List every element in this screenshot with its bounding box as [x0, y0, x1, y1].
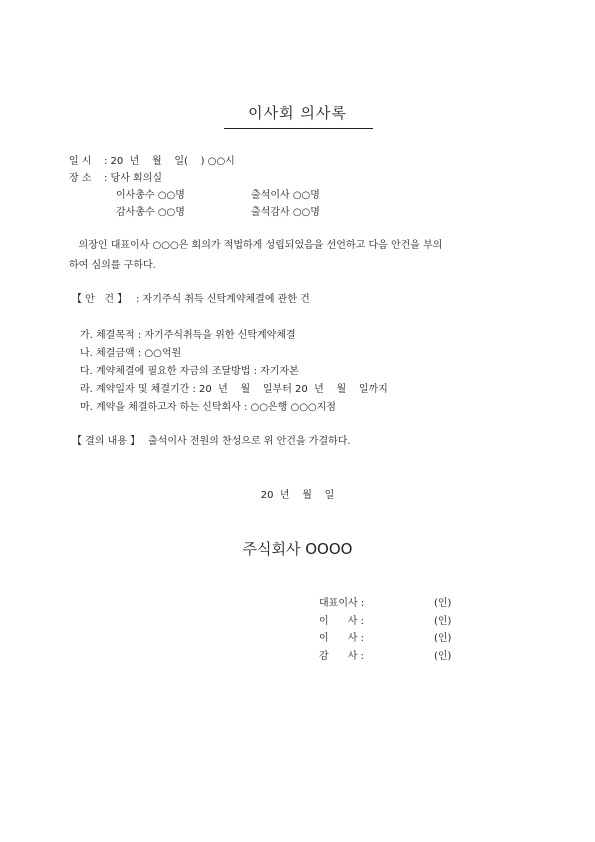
seal-mark: (인) [434, 598, 452, 609]
directors-total: 이사총수 ○○명 [116, 190, 185, 201]
agenda-item: 마. 계약을 체결하고자 하는 신탁회사 : ○○은행 ○○○지점 [80, 402, 336, 413]
resolution-value: 출석이사 전원의 찬성으로 위 안건을 가결하다. [148, 436, 351, 447]
date-label: 일 시 [69, 156, 92, 167]
title-underline [224, 128, 373, 129]
company-name: 주식회사 OOOO [242, 540, 353, 558]
agenda-item: 다. 계약체결에 필요한 자금의 조달방법 : 자기자본 [80, 366, 299, 377]
auditors-total: 감사총수 ○○명 [116, 207, 185, 218]
place-label: 장 소 [69, 173, 92, 184]
auditors-present: 출석감사 ○○명 [251, 207, 320, 218]
resolution-label: 【 결의 내용 】 [72, 436, 141, 447]
document-title: 이사회 의사록 [248, 104, 347, 122]
signature-role: 감 사 : [319, 651, 364, 662]
date-value: : 20 년 월 일( ) ○○시 [104, 156, 235, 167]
opening-line-2: 하여 심의를 구하다. [69, 260, 156, 271]
agenda-value: : 자기주식 취득 신탁계약체결에 관한 건 [136, 294, 310, 305]
directors-present: 출석이사 ○○명 [251, 190, 320, 201]
seal-mark: (인) [434, 651, 452, 662]
seal-mark: (인) [434, 633, 452, 644]
agenda-item: 나. 체결금액 : ○○억원 [80, 348, 182, 359]
place-value: : 당사 회의실 [104, 173, 163, 184]
signature-role: 이 사 : [319, 633, 364, 644]
signature-role: 이 사 : [319, 616, 364, 627]
opening-line-1: 의장인 대표이사 ○○○은 회의가 적법하게 성립되었음을 선언하고 다음 안건을 부의 [69, 240, 443, 251]
agenda-label: 【 안 건 】 [72, 294, 128, 305]
seal-mark: (인) [434, 616, 452, 627]
signing-date: 20 년 월 일 [260, 490, 335, 501]
agenda-item: 가. 체결목적 : 자기주식취득을 위한 신탁계약체결 [80, 330, 296, 341]
signature-role: 대표이사 : [319, 598, 365, 609]
agenda-item: 라. 계약일자 및 체결기간 : 20 년 월 일부터 20 년 월 일까지 [80, 384, 388, 395]
